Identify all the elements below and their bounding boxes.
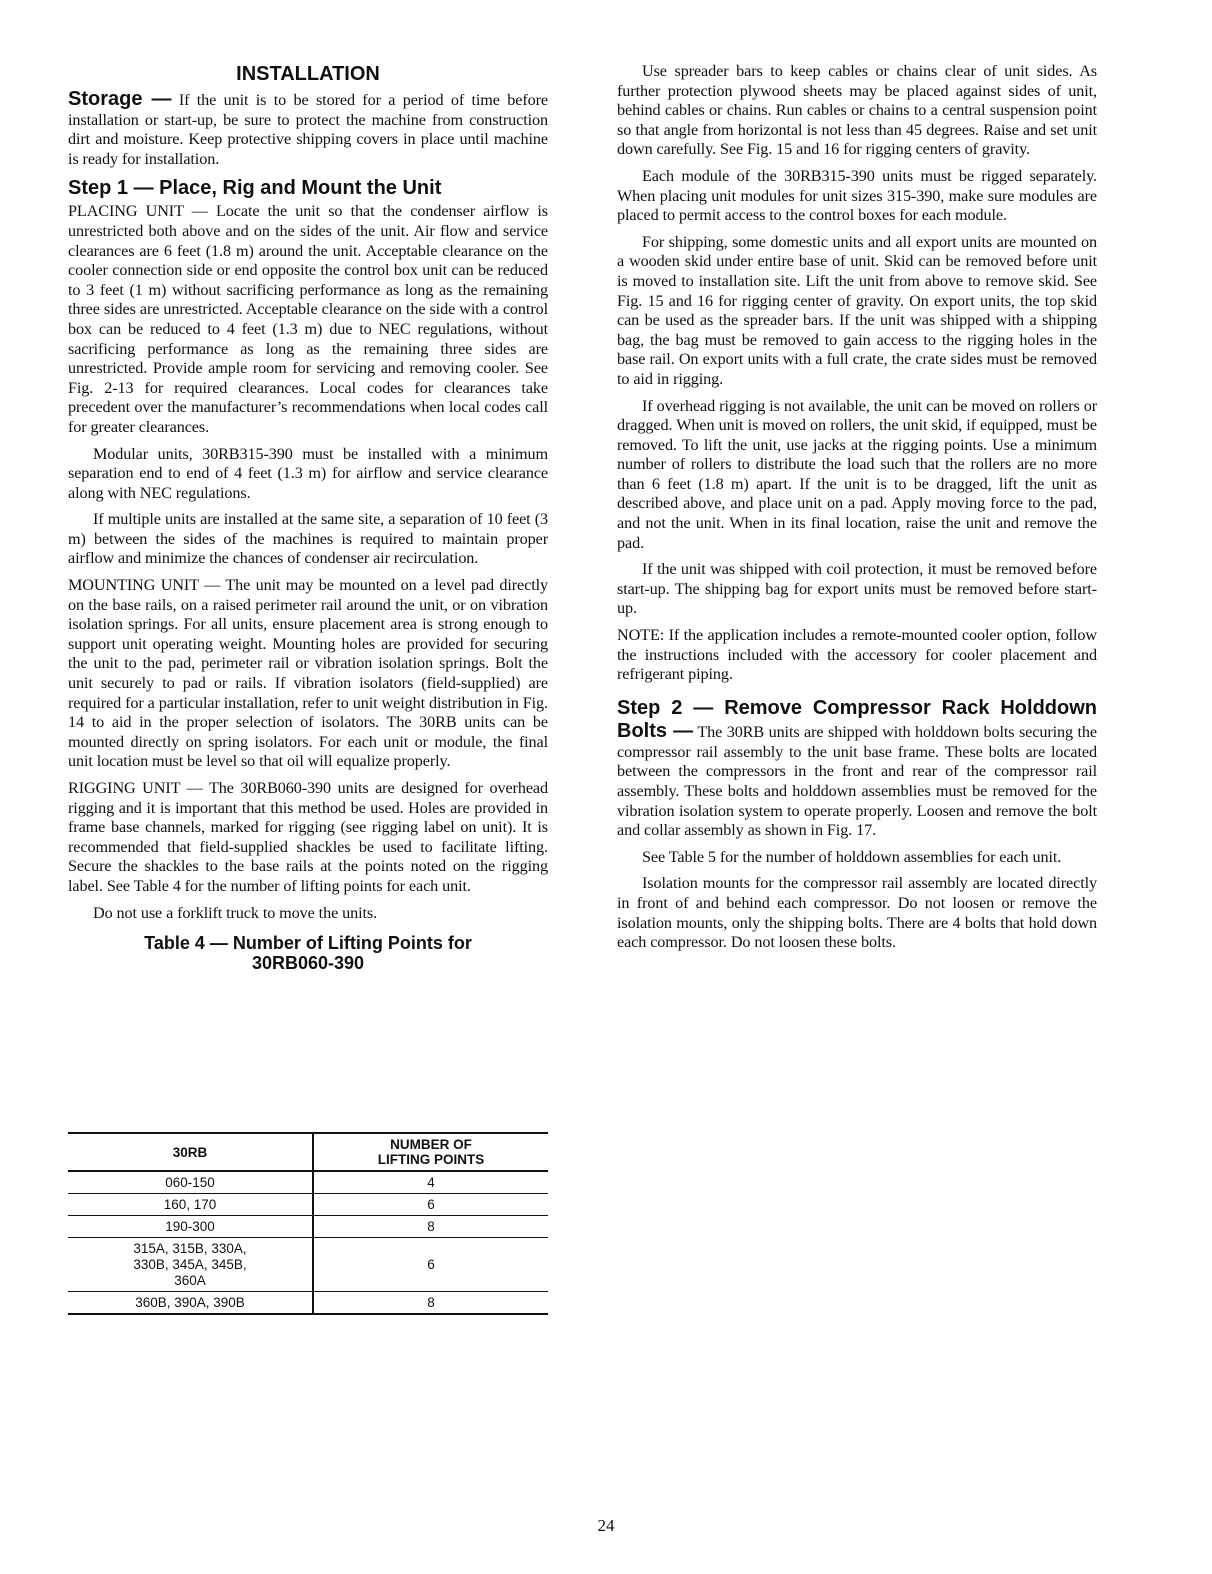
table-cell-model: 060-150 — [68, 1171, 313, 1194]
right-column — [617, 62, 1097, 960]
forklift-paragraph: Do not use a forklift truck to move the units. — [93, 903, 378, 922]
step2-intro: The 30RB units are shipped with holddown bolts securing the compressor rail assembly to the unit base frame. These bolts are located between the compressors in the front and rear of the compressor rail assembly. These bolts and holddown assemblies must be removed for the vibration isolation system to operate properly. Loosen and remove the bolt and collar assembly as shown in Fig. 17. — [617, 722, 1097, 840]
overhead-rigging-paragraph: If overhead rigging is not available, the unit can be moved on rollers or dragged. When unit is moved on rollers, the unit skid, if equipped, must be removed. To lift the unit, use jacks at the rigging points. Use a minimum number of rollers to distribute the load such that the rollers are no more than 6 feet (1.8 m) apart. If the unit is to be dragged, lift the unit as described above, and place unit on a pad. Apply moving force to the pad, and not the unit. When in its final location, raise the unit and remove the pad. — [617, 396, 1097, 552]
shipping-paragraph: For shipping, some domestic units and all export units are mounted on a wooden skid under entire base of unit. Skid can be removed before unit is moved to installation site. Lift the unit from above to remove skid. See Fig. 15 and 16 for rigging center of gravity. On export units, the top skid can be used as the spreader bars. If the unit was shipped with a shipping bag, the bag must be removed to gain access to the rigging holes in the base rail. On export units with a full crate, the crate sides must be removed to aid in rigging. — [617, 232, 1097, 388]
isolation-mounts-paragraph: Isolation mounts for the compressor rail assembly are located directly in front of and behind each compressor. Do not loosen or remove the isolation mounts, only the shipping bolts. There are 4 bolts that hold down each compressor. Do not loosen these bolts. — [617, 874, 1097, 952]
mounting-unit-paragraph: MOUNTING UNIT — The unit may be mounted on a level pad directly on the base rails, on a raised perimeter rail around the unit, or on vibration isolation springs. For all units, ensure placement area is strong enough to support unit operating weight. Mounting holes are provided for securing the unit to the pad, perimeter rail or vibration isolation springs. Bolt the unit securely to pad or rails. If vibration isolators (field-supplied) are required for a particular installation, refer to unit weight distribution in Fig. 14 to aid in the proper selection of isolators. The 30RB units can be mounted directly on spring isolators. For each unit or module, the final unit location must be level so that oil will equalize properly. — [68, 576, 548, 771]
table4-title-line2: 30RB060-390 — [251, 953, 365, 974]
table-cell-model: 190-300 — [68, 1216, 313, 1238]
coil-protection-paragraph: If the unit was shipped with coil protection, it must be removed before start-up. The shipping bag for export units must be removed before start-up. — [617, 560, 1097, 618]
table-row — [68, 1292, 548, 1315]
table-cell-model-multiline: 315A, 315B, 330A, 330B, 345A, 345B, 360A — [133, 1241, 247, 1288]
step2-heading: Step 2 — Remove Compressor Rack Holddown Bolts — — [617, 696, 1097, 742]
rigging-unit-paragraph: RIGGING UNIT — The 30RB060-390 units are designed for overhead rigging and it is important that this method be used. Holes are provided in frame base channels, marked for rigging (see rigging label on unit). It is recommended that field-supplied shackles be used to facilitate lifting. Secure the shackles to the base rails at the points noted on the rigging label. See Table 4 for the number of lifting points for each unit. — [68, 779, 548, 895]
placing-unit-paragraph: PLACING UNIT — Locate the unit so that the condenser airflow is unrestricted both above and on the sides of the unit. Air flow and service clearances are 6 feet (1.8 m) around the unit. Acceptable clearance on the cooler connection side or end opposite the control box unit can be reduced to 3 feet (1 m) without sacrificing performance as long as the remaining three sides are unrestricted. Acceptable clearance on the side with a control box can be reduced to 4 feet (1.3 m) due to NEC regulations, without sacrificing performance as long as the remaining three sides are unrestricted. Provide ample room for servicing and removing cooler. See Fig. 2-13 for required clearances. Local codes for clearances take precedent over the manufacturer’s recommendations when local codes call for greater clearances. — [68, 202, 548, 436]
table-cell-points: 6 — [313, 1238, 548, 1292]
multiple-units-paragraph: If multiple units are installed at the same site, a separation of 10 feet (3 m) between the sides of the machines is required to maintain proper airflow and minimize the chances of condenser air recirculation. — [68, 510, 548, 568]
lifting-points-table — [68, 1132, 548, 1315]
storage-heading: Storage — — [68, 88, 172, 110]
page-number: 24 — [597, 1516, 615, 1535]
step1-heading: Step 1 — Place, Rig and Mount the Unit — [68, 177, 442, 200]
storage-paragraph — [68, 90, 548, 169]
table-cell-points: 6 — [313, 1194, 548, 1216]
table-row — [68, 1171, 548, 1194]
table-header-30rb: 30RB — [68, 1133, 313, 1171]
modular-units-paragraph: Modular units, 30RB315-390 must be installed with a minimum separation end to end of 4 feet (1.3 m) for airflow and service clearance along with NEC regulations. — [68, 444, 548, 502]
table-cell-model: 360B, 390A, 390B — [68, 1292, 313, 1315]
table-cell-points: 4 — [313, 1171, 548, 1194]
table-cell-model — [68, 1238, 313, 1292]
spreader-bars-paragraph: Use spreader bars to keep cables or chains clear of unit sides. As further protection plywood sheets may be placed against sides of unit, behind cables or chains. Run cables or chains to a central suspension point so that angle from horizontal is not less than 45 degrees. Raise and set unit down carefully. See Fig. 15 and 16 for rigging centers of gravity. — [617, 62, 1097, 159]
table-cell-points: 8 — [313, 1216, 548, 1238]
storage-text: If the unit is to be stored for a period of time before installation or start-up, be sure to protect the machine from construction dirt and moisture. Keep protective shipping covers in place until machine is ready for installation. — [68, 91, 548, 168]
step2-paragraph — [617, 697, 1097, 841]
table4-title-line1: Table 4 — Number of Lifting Points for — [144, 933, 472, 954]
table-row — [68, 1238, 548, 1292]
page-title: INSTALLATION — [236, 63, 380, 85]
left-column — [68, 62, 548, 973]
table-row — [68, 1216, 548, 1238]
table-row — [68, 1194, 548, 1216]
table-cell-model: 160, 170 — [68, 1194, 313, 1216]
table-header-lifting-points: NUMBER OF LIFTING POINTS — [313, 1133, 548, 1171]
table4-title — [68, 933, 548, 973]
note-paragraph: NOTE: If the application includes a remote-mounted cooler option, follow the instructions included with the accessory for cooler placement and refrigerant piping. — [617, 626, 1097, 684]
each-module-paragraph: Each module of the 30RB315-390 units must be rigged separately. When placing unit modules for unit sizes 315-390, make sure modules are placed to permit access to the control boxes for each module. — [617, 166, 1097, 225]
table5-reference-paragraph: See Table 5 for the number of holddown assemblies for each unit. — [642, 847, 1062, 866]
table-header-row — [68, 1133, 548, 1171]
table-cell-points: 8 — [313, 1292, 548, 1315]
